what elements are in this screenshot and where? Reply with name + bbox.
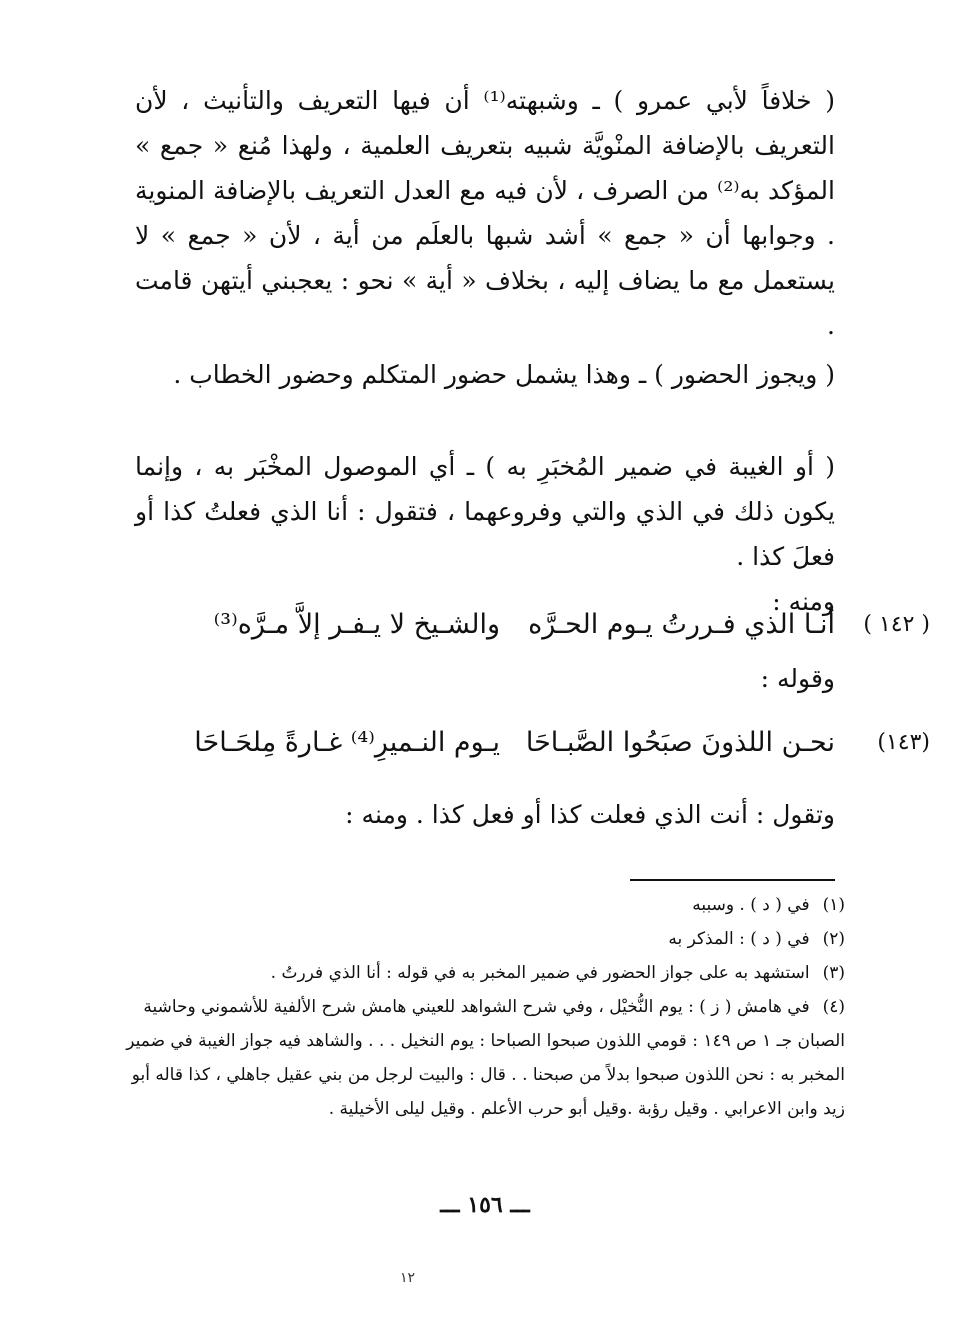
verse-number: ( ١٤٢ ) [863, 612, 930, 637]
footnote-text: في هامش ( ز ) : يوم النُّخيْل ، وفي شرح الشواهد للعيني هامش شرح الألفية للأشموني وحاشية الصبان جـ ١ ص ١٤٩ : قومي اللذون صبحوا الصباحا : يوم النخيل . . . والشاهد فيه جواز الغيبة في ضمير المخبر به : نحن اللذون صبحوا بدلاً من صبحنا . . قال : والبيت لرجل من بني عقيل جاهلي ، كذا قاله أبو زيد وابن الاعرابي . وقيل رؤبة .وقيل أبو حرب الأعلم . وقيل ليلى الأخيلية . [126, 997, 845, 1119]
footnote-4 [125, 990, 845, 1126]
footnote-number: (٤) [822, 997, 845, 1017]
verse-143 [130, 718, 930, 768]
verse-142 [130, 600, 930, 650]
verse-first-hemistich: أنـا الذي فـررتُ يـوم الحـرَّه [528, 609, 835, 640]
verse-intro-line: وقوله : [760, 664, 835, 693]
footnote-2 [125, 922, 845, 956]
footnotes [125, 888, 845, 1126]
paragraph-1 [135, 78, 835, 348]
verse-second-hemistich: والشـيخ لا يـفـر إلاَّ مـرَّه⁽³⁾ [213, 609, 500, 640]
verse-second-hemistich: يـوم النـميرِ⁽⁴⁾ غـارةً مِلحَـاحَا [194, 727, 500, 758]
paragraph-2 [135, 352, 835, 397]
footnote-text: في ( د ) : المذكر به [668, 929, 810, 949]
page-number: ـــ ١٥٦ ـــ [440, 1192, 530, 1218]
footnote-text: استشهد به على جواز الحضور في ضمير المخبر به في قوله : أنا الذي فررتُ . [270, 963, 810, 983]
footnote-number: (١) [822, 895, 845, 915]
paragraph-3 [135, 444, 835, 624]
verse-number: (١٤٣) [877, 730, 930, 755]
paragraph-2-text: ( ويجوز الحضور ) ـ وهذا يشمل حضور المتكلم وحضور الخطاب . [173, 360, 835, 389]
paragraph-1-text: ( خلافاً لأبي عمرو ) ـ وشبهته⁽¹⁾ أن فيها التعريف والتأنيث ، لأن التعريف بالإضافة المنْويَّة شبيه بتعريف العلمية ، ولهذا مُنع « جمع » المؤكد به⁽²⁾ من الصرف ، لأن فيه مع العدل التعريف بالإضافة المنوية . وجوابها أن « جمع » أشد شبها بالعلَم من أية ، لأن « جمع » لا يستعمل مع ما يضاف إليه ، بخلاف « أية » نحو : يعجبني أيتهن قامت . [135, 86, 836, 340]
paragraph-3-text: ( أو الغيبة في ضمير المُخبَرِ به ) ـ أي الموصول المخْبَر به ، وإنما يكون ذلك في الذي والتي وفروعهما ، فتقول : أنا الذي فعلتُ كذا أو فعلَ كذا . [135, 452, 835, 571]
footnote-3 [125, 956, 845, 990]
paragraph-3-tail: ومنه : [772, 587, 835, 616]
footnote-1 [125, 888, 845, 922]
footnote-number: (٣) [822, 963, 845, 983]
footnote-number: (٢) [822, 929, 845, 949]
footnote-separator [630, 879, 835, 881]
footnote-text: في ( د ) . وسببه [692, 895, 810, 915]
closing-line: وتقول : أنت الذي فعلت كذا أو فعل كذا . ومنه : [345, 800, 835, 829]
verse-first-hemistich: نحـن اللذونَ صبَحُوا الصَّبـاحَا [525, 727, 835, 758]
scan-mark: ١٢ [400, 1270, 416, 1286]
